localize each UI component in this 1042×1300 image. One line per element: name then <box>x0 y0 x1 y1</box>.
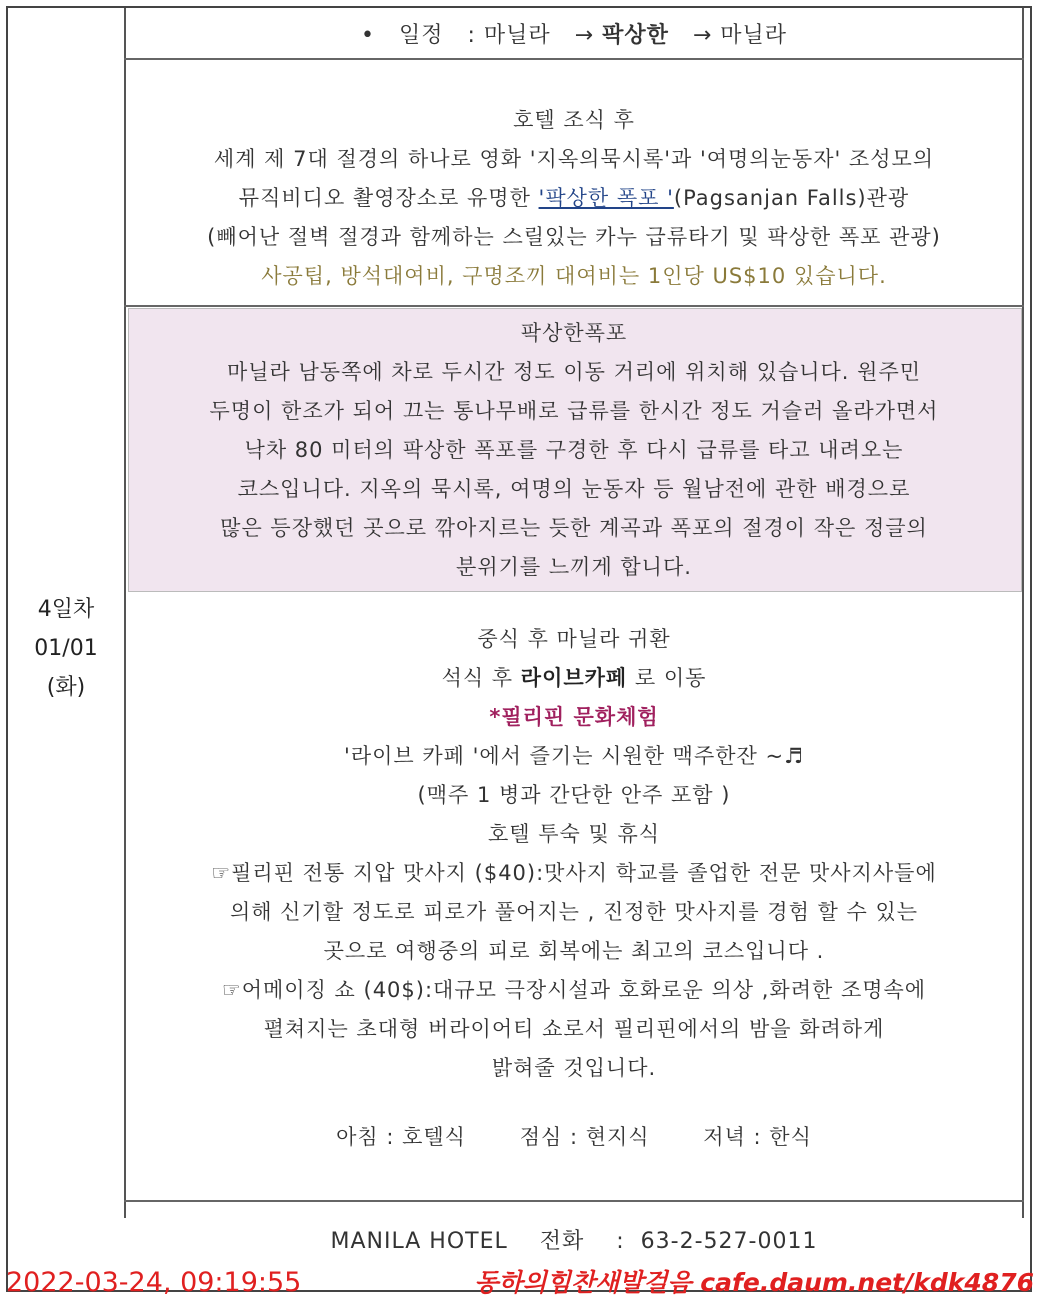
dinner-line <box>126 659 1022 698</box>
source-watermark: 동하의힘찬새발걸음 cafe.daum.net/kdk4876 <box>474 1268 1034 1297</box>
tour-section <box>126 101 1022 296</box>
hotel-name: MANILA HOTEL <box>330 1229 508 1254</box>
description-line: 마닐라 남동쪽에 차로 두시간 정도 이동 거리에 위치해 있습니다. 원주민 <box>226 360 922 384</box>
schedule-label: 일정 <box>398 23 444 48</box>
tour-line <box>126 179 1022 218</box>
beer-line: '라이브 카페 '에서 즐기는 시원한 맥주한잔 ~♬ <box>344 744 804 768</box>
description-line: 낙차 80 미터의 팍상한 폭포를 구경한 후 다시 급류를 타고 내려오는 <box>244 438 904 462</box>
schedule-divider <box>124 58 1024 60</box>
bullet: • <box>360 23 375 48</box>
schedule-to: 마닐라 <box>720 23 788 48</box>
meal-dinner: 저녁 : 한식 <box>703 1125 812 1149</box>
description-line: 코스입니다. 지옥의 묵시록, 여명의 눈동자 등 월남전에 관한 배경으로 <box>237 477 911 501</box>
tour-divider <box>124 305 1024 307</box>
tour-line: (빼어난 절벽 절경과 함께하는 스릴있는 카누 급류타기 및 팍상한 폭포 관광) <box>207 225 941 249</box>
description-line: 두명이 한조가 되어 끄는 통나무배로 급류를 한시간 정도 거슬러 올라가면서 <box>209 399 939 423</box>
tour-text: (Pagsanjan Falls)관광 <box>673 186 910 210</box>
schedule-row <box>126 14 1022 58</box>
arrow-icon: → <box>574 23 595 48</box>
lunch-line: 중식 후 마닐라 귀환 <box>477 627 671 651</box>
show-line: 펼쳐지는 초대형 버라이어티 쇼로서 필리핀에서의 밤을 화려하게 <box>263 1017 885 1041</box>
meal-breakfast: 아침 : 호텔식 <box>336 1125 466 1149</box>
description-title: 팍상한폭포 <box>520 321 628 345</box>
day-number: 4일차 <box>37 597 95 622</box>
timestamp-watermark: 2022-03-24, 09:19:55 <box>6 1267 302 1298</box>
massage-line: ☞필리핀 전통 지압 맛사지 ($40):맛사지 학교를 졸업한 전문 맛사지사들에 <box>211 861 937 885</box>
phone-label: 전화 <box>539 1229 585 1254</box>
tour-line: 호텔 조식 후 <box>513 108 635 132</box>
description-line: 분위기를 느끼게 합니다. <box>456 555 692 579</box>
tour-line: 세계 제 7대 절경의 하나로 영화 '지옥의묵시록'과 '여명의눈동자' 조성모의 <box>213 147 935 171</box>
tour-tip: 사공팁, 방석대여비, 구명조끼 대여비는 1인당 US$10 있습니다. <box>261 264 887 288</box>
culture-heading: *필리핀 문화체험 <box>489 705 659 729</box>
dinner-text: 로 이동 <box>627 666 707 690</box>
meals-line <box>126 1118 1022 1157</box>
schedule-colon: : <box>467 23 476 48</box>
massage-line: 곳으로 여행중의 피로 회복에는 최고의 코스입니다 . <box>323 939 825 963</box>
dinner-text: 석식 후 <box>441 666 521 690</box>
schedule-from: 마닐라 <box>483 23 551 48</box>
description-section <box>126 314 1022 587</box>
schedule-via: 팍상한 <box>602 23 669 48</box>
show-line: ☞어메이징 쇼 (40$):대규모 극장시설과 호화로운 의상 ,화려한 조명속에 <box>221 978 927 1002</box>
falls-link[interactable]: '팍상한 폭포 ' <box>538 186 674 210</box>
tour-text: 뮤직비디오 촬영장소로 유명한 <box>238 186 539 210</box>
phone-colon: : <box>616 1229 625 1254</box>
meal-lunch: 점심 : 현지식 <box>519 1125 650 1149</box>
meals-row <box>126 1118 1022 1157</box>
right-border <box>1022 8 1024 1218</box>
phone-number: 63-2-527-0011 <box>640 1229 818 1254</box>
live-cafe: 라이브카페 <box>520 666 628 690</box>
day-weekday: (화) <box>46 675 86 700</box>
day-date: 01/01 <box>34 636 98 661</box>
massage-line: 의해 신기할 정도로 피로가 풀어지는 , 진정한 맛사지를 경험 할 수 있는 <box>229 900 919 924</box>
hotel-row <box>126 1220 1022 1264</box>
rest-line: 호텔 투숙 및 휴식 <box>487 822 661 846</box>
day-label <box>10 590 122 707</box>
beer-note: (맥주 1 병과 간단한 안주 포함 ) <box>417 783 731 807</box>
description-line: 많은 등장했던 곳으로 깎아지르는 듯한 계곡과 폭포의 절경이 작은 정글의 <box>220 516 928 540</box>
meals-divider <box>124 1200 1024 1202</box>
show-line: 밝혀줄 것입니다. <box>491 1056 657 1080</box>
evening-section <box>126 620 1022 1088</box>
arrow-icon: → <box>692 23 713 48</box>
